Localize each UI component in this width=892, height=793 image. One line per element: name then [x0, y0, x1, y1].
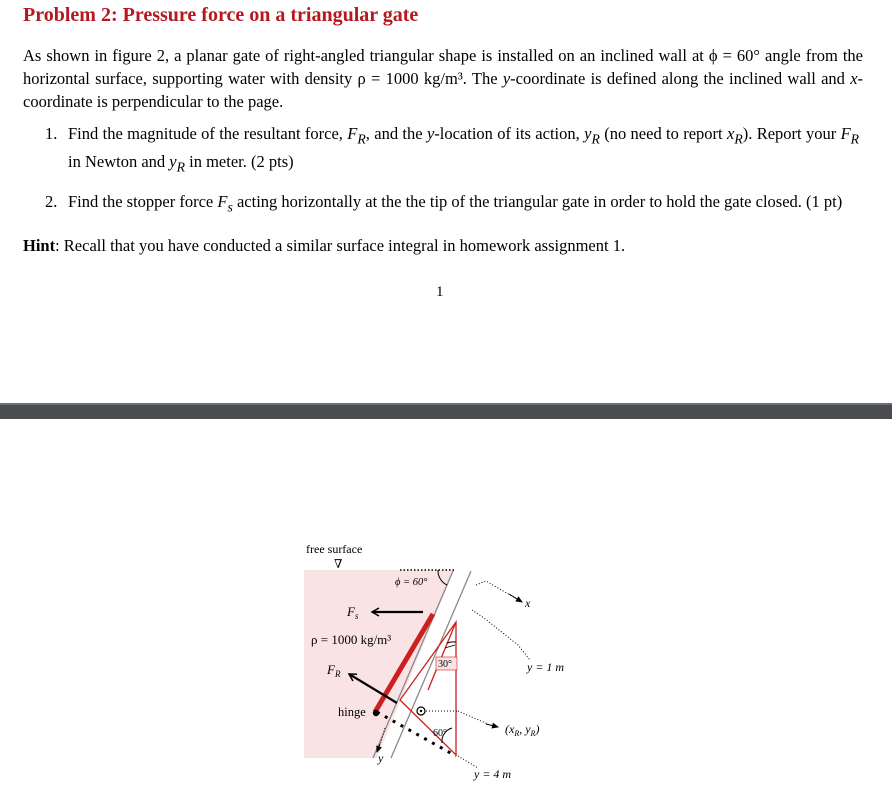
hinge-icon [373, 710, 379, 716]
rho-label: ρ = 1000 kg/m³ [311, 632, 392, 647]
free-surface-label: free surface [306, 542, 363, 556]
intro-text-4: -coordinate is defined along the inclined wall and [510, 69, 845, 88]
y-axis-label: y [378, 751, 384, 765]
intro-text-1: As shown in figure 2, a planar gate of right-angled triangular shape is installed on an inclined wall at [23, 46, 704, 65]
task-number: 1. [45, 124, 58, 143]
free-surface-symbol: ∇ [334, 557, 343, 571]
phi-equation: ϕ = 60° [708, 46, 760, 65]
task-text: in Newton and [68, 152, 166, 172]
xr-subscript: R [734, 131, 743, 147]
task-text: -location of its action, [434, 124, 580, 143]
task-text: ). Report your [742, 124, 837, 143]
hint-text: : Recall that you have conducted a similar surface integral in homework assignment 1. [55, 236, 626, 255]
y-symbol: y [426, 124, 435, 143]
task-text: Find the magnitude of the resultant force, [68, 124, 343, 143]
x-axis-arrow [509, 594, 522, 602]
y-1m-leader [472, 610, 530, 660]
intro-text-2: angle from the horizontal surface, supporting water with density [23, 46, 864, 88]
hinge-label: hinge [338, 705, 366, 719]
yr-symbol: y [169, 152, 177, 172]
fr-subscript: R [357, 131, 366, 147]
y-1m-label: y = 1 m [527, 660, 565, 674]
fs-symbol: F [217, 191, 228, 211]
page-number: 1 [436, 284, 444, 300]
fr-symbol: F [840, 124, 851, 143]
yr-subscript: R [176, 159, 186, 175]
intro-text-5: -coordinate is perpendicular to the page. [23, 69, 864, 111]
xr-symbol: x [727, 124, 735, 143]
phi-label: ϕ = 60° [395, 577, 428, 588]
angle-30-label: 30° [438, 659, 452, 670]
x-axis-leader [476, 581, 522, 602]
task-text: Find the stopper force [68, 191, 214, 211]
problem-title: Problem 2: Pressure force on a triangular gate [23, 4, 419, 26]
task-text: acting horizontally at the the tip of the triangular gate in order to hold the gate closed. (1 pt) [236, 191, 843, 211]
fs-label: $F_s$ [347, 604, 359, 621]
fs-subscript: s [227, 198, 233, 214]
fr-symbol: F [347, 124, 358, 143]
centroid-dot [420, 710, 422, 712]
yr-subscript: R [591, 131, 600, 147]
intro-text-3: . The [462, 69, 498, 88]
centroid-arrow [486, 724, 498, 727]
yr-symbol: y [584, 124, 592, 143]
task-text: , and the [365, 124, 423, 143]
task-text: (no need to report [604, 124, 723, 143]
hint-label: Hint [23, 236, 56, 255]
angle-60-label: 60° [433, 728, 447, 739]
task-text: in meter. (2 pts) [189, 152, 294, 172]
rho-equation: ρ = 1000 kg/m³ [357, 69, 463, 88]
y-4m-label: y = 4 m [474, 767, 512, 781]
centroid-label: ($x_R$, $y_R$) [505, 722, 540, 738]
fr-label: $F_R$ [327, 662, 341, 679]
y-symbol: y [502, 69, 511, 88]
x-symbol: x [850, 69, 858, 88]
centroid-leader [458, 711, 488, 724]
task-number: 2. [45, 191, 58, 211]
fr-subscript: R [850, 131, 860, 147]
x-axis-label: x [525, 596, 531, 610]
